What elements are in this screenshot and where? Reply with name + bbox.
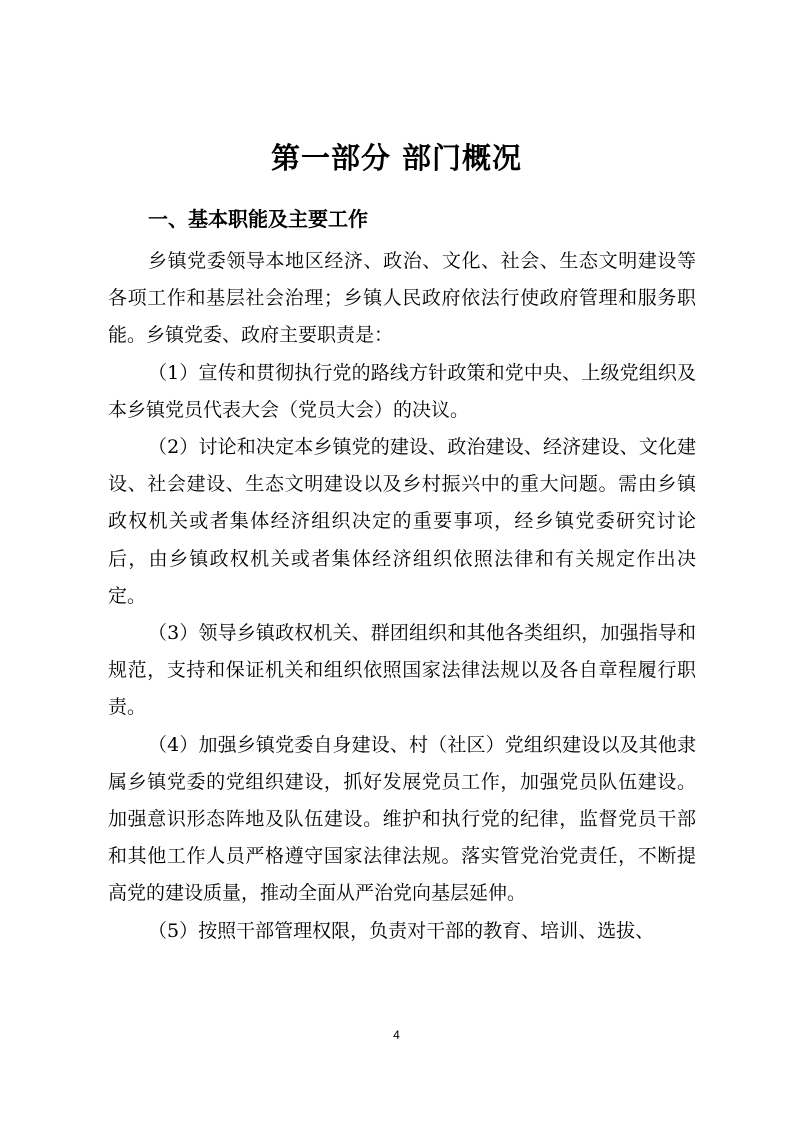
paragraph-intro: 乡镇党委领导本地区经济、政治、文化、社会、生态文明建设等各项工作和基层社会治理；乡镇人民政府依法行使政府管理和服务职能。乡镇党委、政府主要职责是： (108, 250, 696, 347)
paragraph-item-4: （4）加强乡镇党委自身建设、村（社区）党组织建设以及其他隶属乡镇党委的党组织建设，抓好发展党员工作，加强党员队伍建设。加强意识形态阵地及队伍建设。维护和执行党的纪律，监督党员干部和其他工作人员严格遵守国家法律法规。落实管党治党责任，不断提高党的建设质量，推动全面从严治党向基层延伸。 (108, 733, 696, 905)
page-number: 4 (393, 1028, 400, 1042)
body-text (108, 243, 696, 950)
section-heading: 一、基本职能及主要工作 (148, 207, 368, 231)
page-title: 第一部分 部门概况 (270, 141, 523, 175)
paragraph-item-1: （1）宣传和贯彻执行党的路线方针政策和党中央、上级党组织及本乡镇党员代表大会（党员大会）的决议。 (108, 361, 696, 421)
paragraph-item-3: （3）领导乡镇政权机关、群团组织和其他各类组织，加强指导和规范，支持和保证机关和组织依照国家法律法规以及各自章程履行职责。 (108, 622, 696, 719)
paragraph-item-5: （5）按照干部管理权限，负责对干部的教育、培训、选拔、 (148, 919, 655, 942)
paragraph-item-2: （2）讨论和决定本乡镇党的建设、政治建设、经济建设、文化建设、社会建设、生态文明建设以及乡村振兴中的重大问题。需由乡镇政权机关或者集体经济组织决定的重要事项，经乡镇党委研究讨论后，由乡镇政权机关或者集体经济组织依照法律和有关规定作出决定。 (108, 436, 696, 607)
